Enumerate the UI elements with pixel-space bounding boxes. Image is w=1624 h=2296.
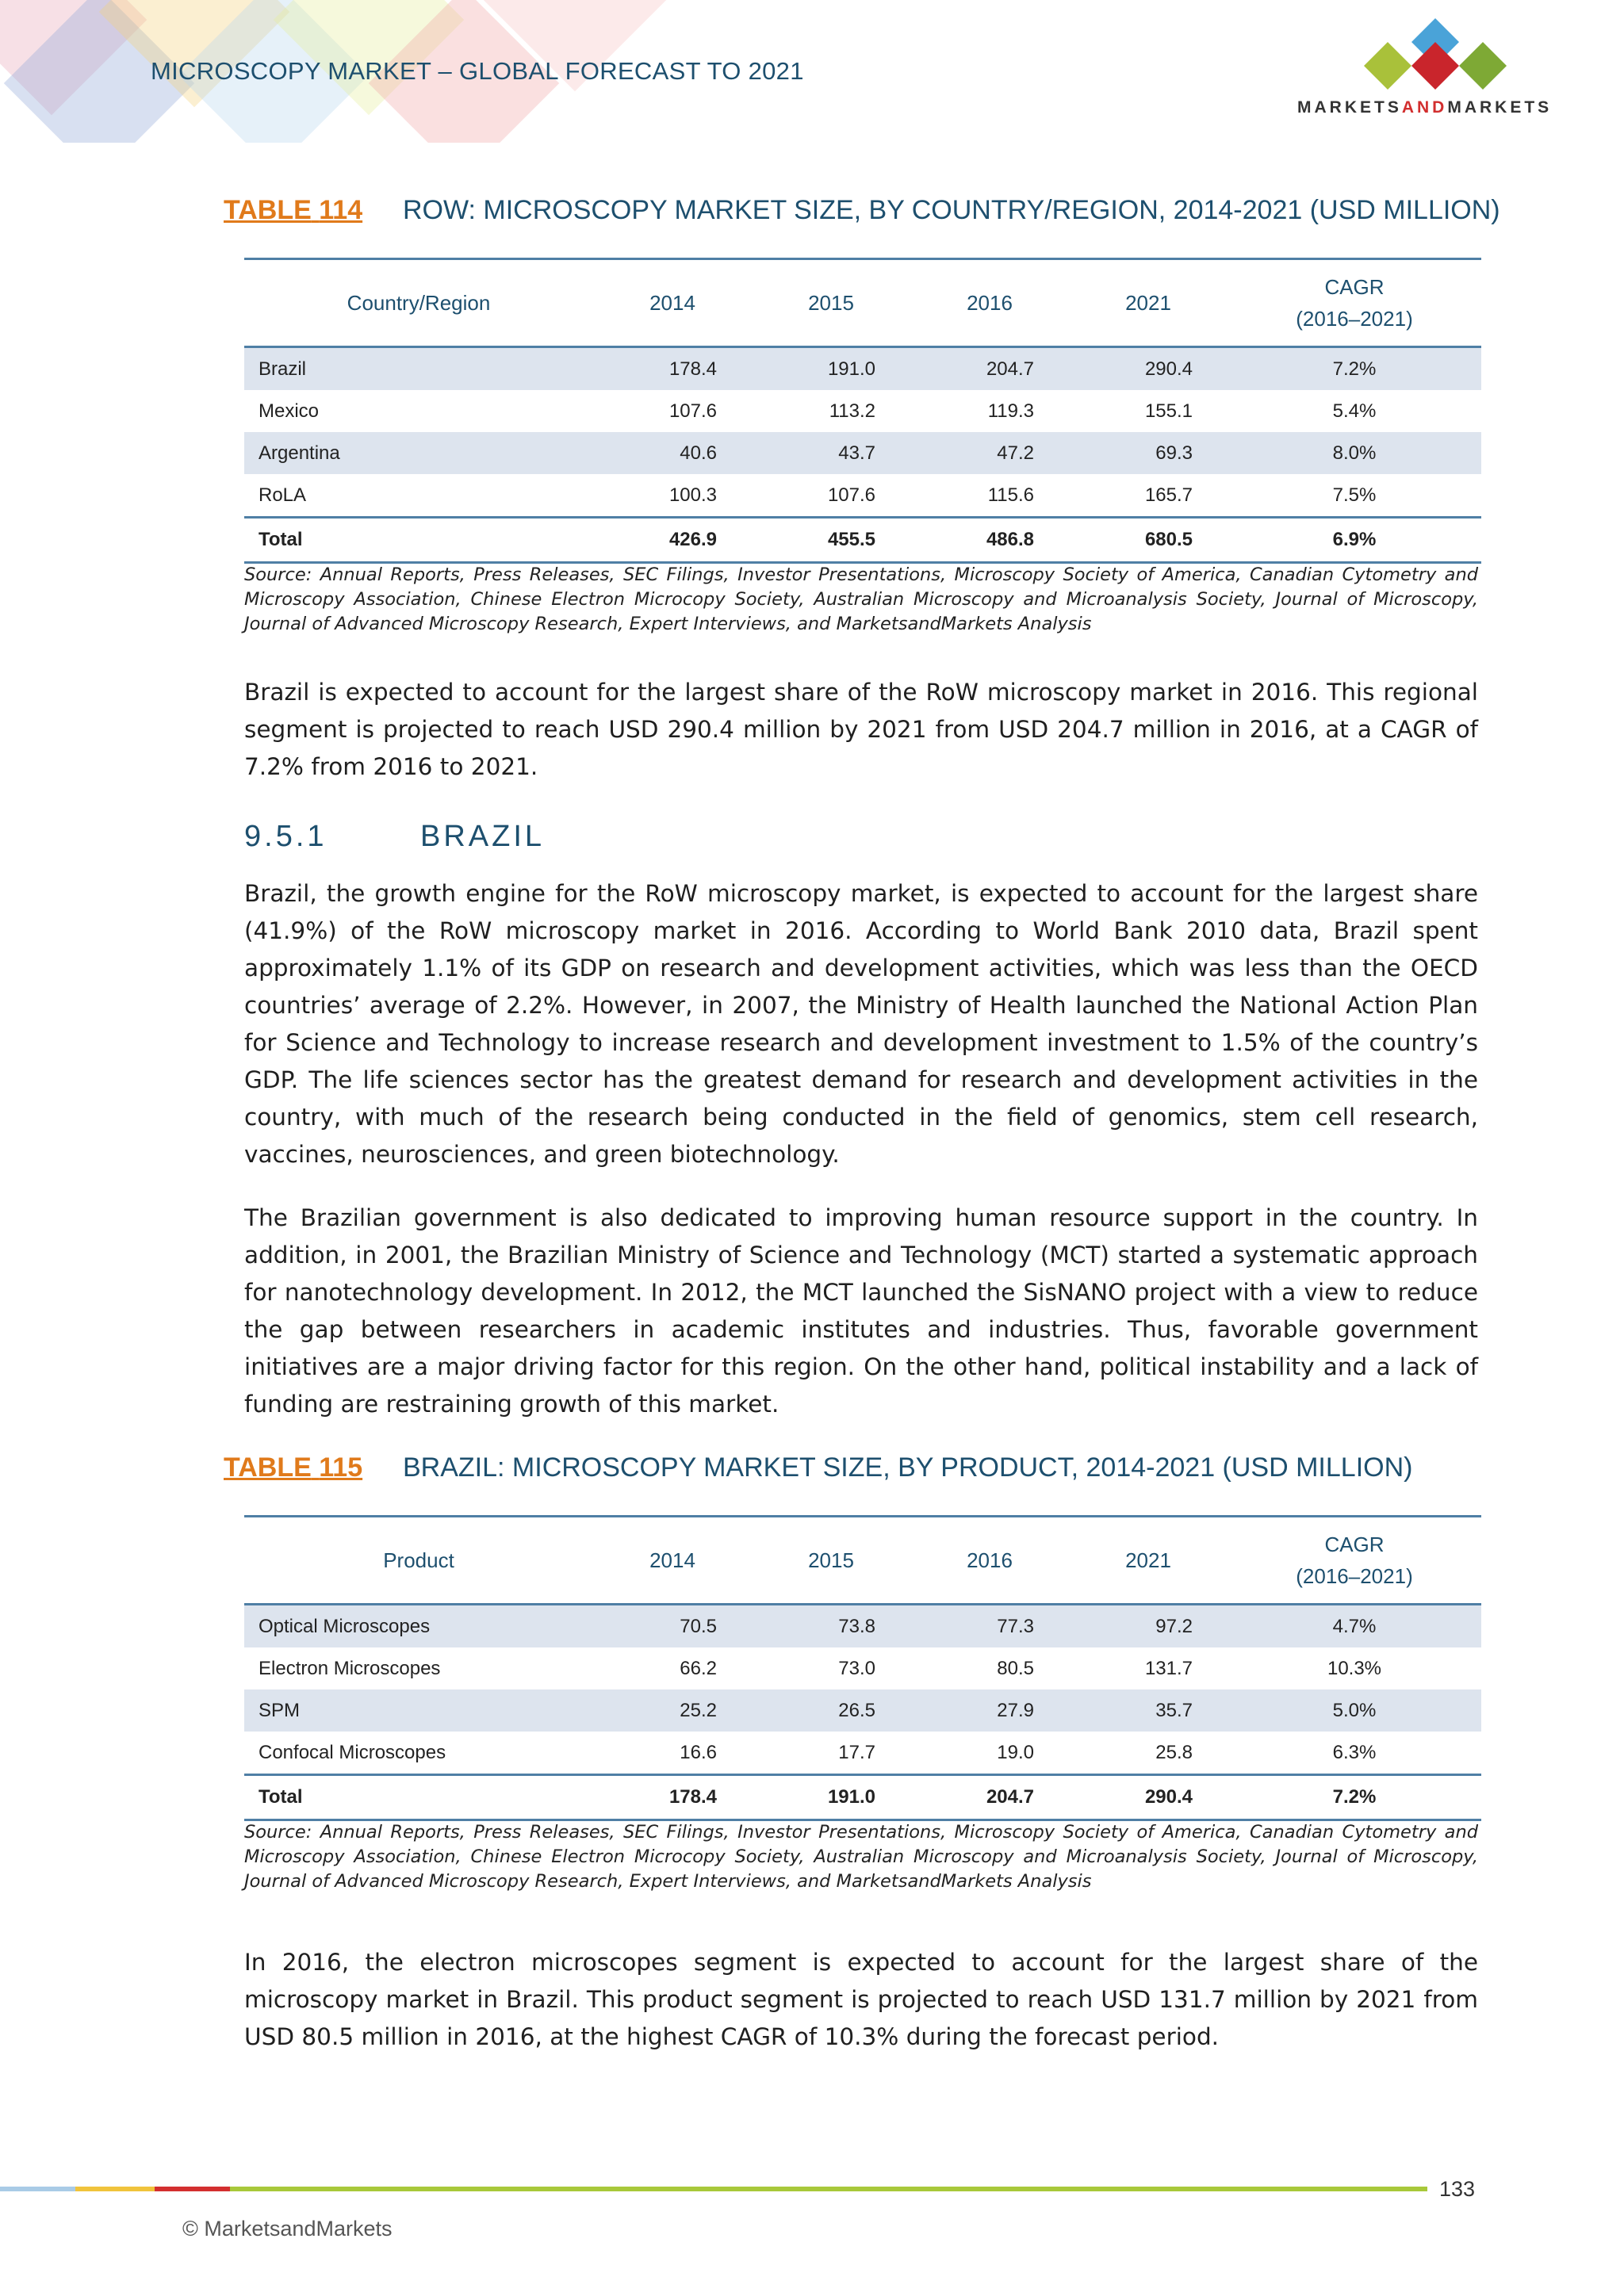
cell: 10.3%	[1327, 1657, 1382, 1679]
cell: 40.6	[593, 432, 752, 474]
cell: 113.2	[829, 400, 875, 422]
paragraph-row-summary: Brazil is expected to account for the largest share of the RoW microscopy market in 2016. This regional segment is projected to reach USD 290.4 million by 2021 from USD 204.7 million in 2016, at a CAGR of 7.2% from 2016 to 2021.	[244, 679, 1478, 780]
table-row	[244, 474, 1481, 518]
table-115	[244, 1515, 1481, 1821]
cell: 5.0%	[1228, 1689, 1481, 1732]
table-115-source: Source: Annual Reports, Press Releases, SEC Filings, Investor Presentations, Microscopy Society of America, Canadian Cytometry and Microscopy Association, Chinese Electron Microcopy Society, Australian Microscopy and Microanalysis Society, Journal of Microscopy, Journal of Advanced Microscopy Research, Expert Interviews, and MarketsandMarkets Analysis	[244, 1822, 1478, 1892]
column-header: 2014	[593, 259, 752, 347]
column-header-cagr: CAGR (2016–2021)	[1228, 1517, 1481, 1605]
cell: 26.5	[752, 1689, 910, 1732]
paragraph-brazil-government: The Brazilian government is also dedicated to improving human resource support in the country. In addition, in 2001, the Brazilian Ministry of Science and Technology (MCT) started a systematic approach for nanotechnology development. In 2012, the MCT launched the SisNANO project with a view to reduce the gap between researchers in academic institutes and industries. Thus, favorable government initiatives are a major driving factor for this region. On the other hand, political instability and a lack of funding are restraining growth of this market.	[244, 1204, 1478, 1418]
cell: 426.9	[593, 518, 752, 563]
table-row	[244, 390, 1481, 432]
cell: 7.2%	[1228, 347, 1481, 391]
cell: 25.2	[593, 1689, 752, 1732]
cell: 115.6	[987, 484, 1034, 506]
cell: 43.7	[752, 432, 910, 474]
section-number: 9.5.1	[244, 820, 327, 853]
cell: 119.3	[987, 400, 1034, 422]
cell: 191.0	[752, 1775, 910, 1820]
cell: 290.4	[1069, 347, 1228, 391]
column-header: 2015	[752, 1517, 910, 1605]
cell: 19.0	[997, 1741, 1034, 1763]
cell: 6.9%	[1228, 518, 1481, 563]
column-header: 2014	[593, 1517, 752, 1605]
table-115-label-link[interactable]: TABLE 115	[224, 1452, 363, 1483]
row-label: SPM	[244, 1689, 593, 1732]
row-label: Mexico	[259, 400, 320, 422]
table-row	[244, 1605, 1481, 1648]
cell: 6.3%	[1332, 1741, 1377, 1763]
table-114	[244, 258, 1481, 564]
row-label: RoLA	[259, 484, 307, 506]
cell: 7.5%	[1332, 484, 1377, 506]
row-label: Argentina	[244, 432, 593, 474]
cell: 17.7	[838, 1741, 875, 1763]
table-row	[244, 347, 1481, 391]
cell: 25.8	[1155, 1741, 1193, 1763]
column-header-cagr: CAGR (2016–2021)	[1228, 259, 1481, 347]
section-title: BRAZIL	[420, 820, 546, 853]
column-header: 2021	[1069, 1517, 1228, 1605]
column-header: 2021	[1069, 259, 1228, 347]
cell: 73.8	[752, 1605, 910, 1648]
cell: 165.7	[1144, 484, 1193, 506]
cell: 8.0%	[1228, 432, 1481, 474]
cell: 4.7%	[1228, 1605, 1481, 1648]
section-heading	[244, 820, 546, 854]
table-total-row	[244, 518, 1481, 563]
table-114-caption	[224, 195, 1500, 226]
page-number: 133	[1439, 2177, 1476, 2201]
paragraph-electron-microscopes: In 2016, the electron microscopes segment is expected to account for the largest share of the microscopy market in Brazil. This product segment is projected to reach USD 131.7 million by 2021 from USD 80.5 million in 2016, at the highest CAGR of 10.3% during the forecast period.	[244, 1949, 1478, 2050]
column-header: 2015	[752, 259, 910, 347]
copyright: © MarketsandMarkets	[182, 2217, 393, 2241]
table-row	[244, 432, 1481, 474]
table-total-row	[244, 1775, 1481, 1820]
cell: 191.0	[752, 347, 910, 391]
table-114-label-link[interactable]: TABLE 114	[224, 195, 363, 225]
cell: 131.7	[1144, 1657, 1193, 1679]
cell: 680.5	[1069, 518, 1228, 563]
footer-stripe	[75, 2187, 155, 2191]
row-label: Confocal Microscopes	[259, 1741, 446, 1763]
cell: 97.2	[1069, 1605, 1228, 1648]
logo-wordmark: MARKETSANDMARKETS	[1297, 98, 1553, 117]
cell: 107.6	[827, 484, 875, 506]
cell: 5.4%	[1332, 400, 1377, 422]
table-header-row	[244, 259, 1481, 347]
table-header-row	[244, 1517, 1481, 1605]
cell: 35.7	[1069, 1689, 1228, 1732]
cell: 204.7	[910, 347, 1069, 391]
row-label: Brazil	[244, 347, 593, 391]
cell: 70.5	[593, 1605, 752, 1648]
cell: 486.8	[910, 518, 1069, 563]
table-row	[244, 1689, 1481, 1732]
table-114-source: Source: Annual Reports, Press Releases, SEC Filings, Investor Presentations, Microscopy Society of America, Canadian Cytometry and Microscopy Association, Chinese Electron Microcopy Society, Australian Microscopy and Microanalysis Society, Journal of Microscopy, Journal of Advanced Microscopy Research, Expert Interviews, and MarketsandMarkets Analysis	[244, 564, 1478, 634]
cell: 178.4	[593, 347, 752, 391]
footer-stripe	[155, 2187, 230, 2191]
cell: 204.7	[910, 1775, 1069, 1820]
row-label: Total	[244, 518, 593, 563]
table-115-title: BRAZIL: MICROSCOPY MARKET SIZE, BY PRODUCT, 2014-2021 (USD MILLION)	[403, 1452, 1413, 1483]
cell: 80.5	[997, 1657, 1034, 1679]
document-title: MICROSCOPY MARKET – GLOBAL FORECAST TO 2021	[151, 57, 804, 85]
footer-rule	[230, 2187, 1427, 2191]
column-header: Product	[244, 1517, 593, 1605]
cell: 47.2	[910, 432, 1069, 474]
cell: 73.0	[838, 1657, 875, 1679]
table-115-caption	[224, 1452, 1413, 1483]
row-label: Electron Microscopes	[259, 1657, 441, 1679]
cell: 178.4	[593, 1775, 752, 1820]
cell: 16.6	[680, 1741, 717, 1763]
table-114-title: ROW: MICROSCOPY MARKET SIZE, BY COUNTRY/REGION, 2014-2021 (USD MILLION)	[403, 195, 1500, 225]
cell: 66.2	[680, 1657, 717, 1679]
cell: 290.4	[1069, 1775, 1228, 1820]
row-label: Optical Microscopes	[244, 1605, 593, 1648]
cell: 107.6	[668, 400, 717, 422]
table-row	[244, 1732, 1481, 1775]
column-header: Country/Region	[244, 259, 593, 347]
cell: 455.5	[752, 518, 910, 563]
cell: 69.3	[1069, 432, 1228, 474]
column-header: 2016	[910, 259, 1069, 347]
cell: 155.1	[1144, 400, 1193, 422]
column-header: 2016	[910, 1517, 1069, 1605]
cell: 77.3	[910, 1605, 1069, 1648]
footer-stripe	[0, 2187, 75, 2191]
table-row	[244, 1647, 1481, 1689]
cell: 27.9	[910, 1689, 1069, 1732]
cell: 100.3	[668, 484, 717, 506]
row-label: Total	[244, 1775, 593, 1820]
cell: 7.2%	[1228, 1775, 1481, 1820]
paragraph-brazil-overview: Brazil, the growth engine for the RoW microscopy market, is expected to account for the largest share (41.9%) of the RoW microscopy market in 2016. According to World Bank 2010 data, Brazil spent approximately 1.1% of its GDP on research and development activities, which was less than the OECD countries’ average of 2.2%. However, in 2007, the Ministry of Health launched the National Action Plan for Science and Technology to increase research and development investment to 1.5% of the country’s GDP. The life sciences sector has the greatest demand for research and development activities in the country, with much of the research being conducted in the field of genomics, stem cell research, vaccines, neurosciences, and green biotechnology.	[244, 880, 1478, 1168]
